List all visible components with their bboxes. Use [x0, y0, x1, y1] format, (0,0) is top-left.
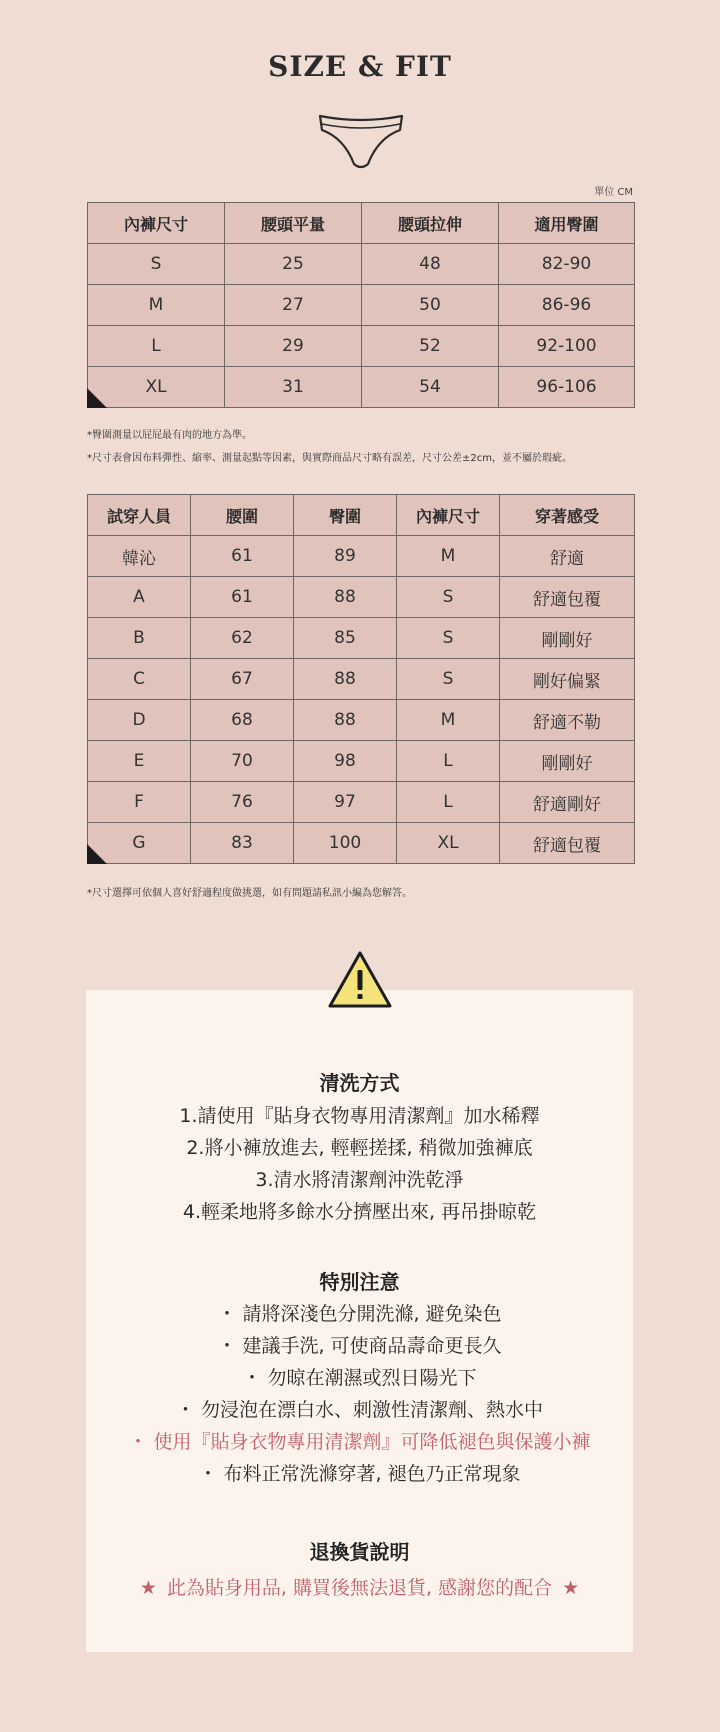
size-cell: S: [397, 577, 500, 618]
waist-cell: 70: [191, 741, 294, 782]
fit-table-header: [88, 495, 635, 536]
header-cell: 內褲尺寸: [88, 203, 225, 244]
washing-step: 3.清水將清潔劑沖洗乾淨: [255, 1169, 464, 1191]
waist-cell: 83: [191, 823, 294, 864]
size-cell: S: [397, 659, 500, 700]
returns-text: 此為貼身用品, 購買後無法退貨, 感謝您的配合: [166, 1577, 553, 1599]
header-cell: 腰頭平量: [225, 203, 362, 244]
table-row: [88, 326, 635, 367]
fit-table: [87, 494, 635, 864]
size-cell: M: [88, 285, 225, 326]
size-cell: M: [397, 700, 500, 741]
attention-item: ・ 勿浸泡在漂白水、刺激性清潔劑、熱水中: [175, 1399, 544, 1421]
waist-stretch-cell: 52: [362, 326, 499, 367]
waist-stretch-cell: 48: [362, 244, 499, 285]
returns-section: [86, 1535, 633, 1607]
hip-cell: 85: [294, 618, 397, 659]
table-row: [88, 367, 635, 408]
care-instructions-panel: [86, 990, 633, 1652]
tester-cell: E: [88, 741, 191, 782]
washing-heading: 清洗方式: [319, 1071, 400, 1095]
waist-flat-cell: 27: [225, 285, 362, 326]
waist-cell: 68: [191, 700, 294, 741]
size-note: *尺寸表會因布料彈性、縮率、測量起點等因素，與實際商品尺寸略有誤差，尺寸公差±2cm，並不屬於瑕疵。: [87, 453, 572, 464]
size-note: *臀圍測量以屁屁最有肉的地方為準。: [87, 430, 252, 441]
size-cell: L: [397, 782, 500, 823]
tester-cell: B: [88, 618, 191, 659]
feeling-cell: 舒適不勒: [500, 700, 635, 741]
size-table: [87, 202, 635, 408]
feeling-cell: 剛剛好: [500, 741, 635, 782]
header-cell: 內褲尺寸: [397, 495, 500, 536]
size-cell: S: [397, 618, 500, 659]
feeling-cell: 舒適剛好: [500, 782, 635, 823]
attention-item-highlight: ・ 使用『貼身衣物專用清潔劑』可降低褪色與保護小褲: [128, 1431, 591, 1453]
header-cell: 適用臀圍: [499, 203, 635, 244]
hip-cell: 100: [294, 823, 397, 864]
attention-item: ・ 勿晾在潮濕或烈日陽光下: [242, 1367, 477, 1389]
waist-cell: 62: [191, 618, 294, 659]
table-row: [88, 285, 635, 326]
table-row: [88, 577, 635, 618]
size-table-header: [88, 203, 635, 244]
size-cell: S: [88, 244, 225, 285]
corner-fold-icon: [87, 844, 107, 864]
tester-cell: C: [88, 659, 191, 700]
underwear-icon: [316, 110, 406, 176]
header-cell: 穿著感受: [500, 495, 635, 536]
table-row: [88, 741, 635, 782]
washing-step: 4.輕柔地將多餘水分擠壓出來, 再吊掛晾乾: [182, 1201, 537, 1223]
hip-cell: 98: [294, 741, 397, 782]
feeling-cell: 舒適包覆: [500, 577, 635, 618]
fit-note: *尺寸選擇可依個人喜好舒適程度做挑選，如有問題請私訊小編為您解答。: [87, 888, 412, 899]
returns-policy: [86, 1569, 633, 1607]
table-row: [88, 618, 635, 659]
size-cell: L: [397, 741, 500, 782]
attention-section: [86, 1266, 633, 1490]
tester-cell: F: [88, 782, 191, 823]
header-cell: 腰頭拉伸: [362, 203, 499, 244]
hip-cell: 88: [294, 659, 397, 700]
hip-range-cell: 92-100: [499, 326, 635, 367]
waist-flat-cell: 31: [225, 367, 362, 408]
washing-step: 2.將小褲放進去, 輕輕搓揉, 稍微加強褲底: [186, 1137, 533, 1159]
star-icon: ★: [139, 1577, 157, 1599]
size-cell: L: [88, 326, 225, 367]
washing-step: 1.請使用『貼身衣物專用清潔劑』加水稀釋: [179, 1105, 540, 1127]
star-icon: ★: [562, 1577, 580, 1599]
feeling-cell: 舒適: [500, 536, 635, 577]
waist-cell: 67: [191, 659, 294, 700]
feeling-cell: 剛剛好: [500, 618, 635, 659]
header-cell: 臀圍: [294, 495, 397, 536]
waist-flat-cell: 25: [225, 244, 362, 285]
hip-cell: 89: [294, 536, 397, 577]
waist-stretch-cell: 54: [362, 367, 499, 408]
header-cell: 試穿人員: [88, 495, 191, 536]
washing-section: [86, 1066, 633, 1228]
waist-cell: 76: [191, 782, 294, 823]
corner-fold-icon: [87, 388, 107, 408]
table-row: [88, 244, 635, 285]
table-row: [88, 782, 635, 823]
hip-range-cell: 82-90: [499, 244, 635, 285]
hip-range-cell: 96-106: [499, 367, 635, 408]
table-row: [88, 823, 635, 864]
attention-heading: 特別注意: [319, 1270, 400, 1294]
size-cell: XL: [88, 367, 225, 408]
waist-stretch-cell: 50: [362, 285, 499, 326]
waist-cell: 61: [191, 536, 294, 577]
waist-flat-cell: 29: [225, 326, 362, 367]
hip-cell: 88: [294, 700, 397, 741]
page-title: SIZE & FIT: [268, 50, 452, 83]
returns-heading: 退換貨說明: [309, 1540, 410, 1564]
unit-label: 單位 CM: [594, 187, 633, 198]
tester-cell: D: [88, 700, 191, 741]
warning-icon: [327, 950, 393, 1010]
table-row: [88, 659, 635, 700]
attention-item: ・ 請將深淺色分開洗滌, 避免染色: [217, 1303, 502, 1325]
tester-cell: A: [88, 577, 191, 618]
table-row: [88, 536, 635, 577]
attention-item: ・ 布料正常洗滌穿著, 褪色乃正常現象: [198, 1463, 521, 1485]
tester-cell: G: [88, 823, 191, 864]
size-cell: XL: [397, 823, 500, 864]
size-cell: M: [397, 536, 500, 577]
feeling-cell: 舒適包覆: [500, 823, 635, 864]
hip-cell: 97: [294, 782, 397, 823]
table-row: [88, 700, 635, 741]
feeling-cell: 剛好偏緊: [500, 659, 635, 700]
hip-range-cell: 86-96: [499, 285, 635, 326]
tester-cell: 韓沁: [88, 536, 191, 577]
waist-cell: 61: [191, 577, 294, 618]
hip-cell: 88: [294, 577, 397, 618]
attention-item: ・ 建議手洗, 可使商品壽命更長久: [217, 1335, 502, 1357]
header-cell: 腰圍: [191, 495, 294, 536]
